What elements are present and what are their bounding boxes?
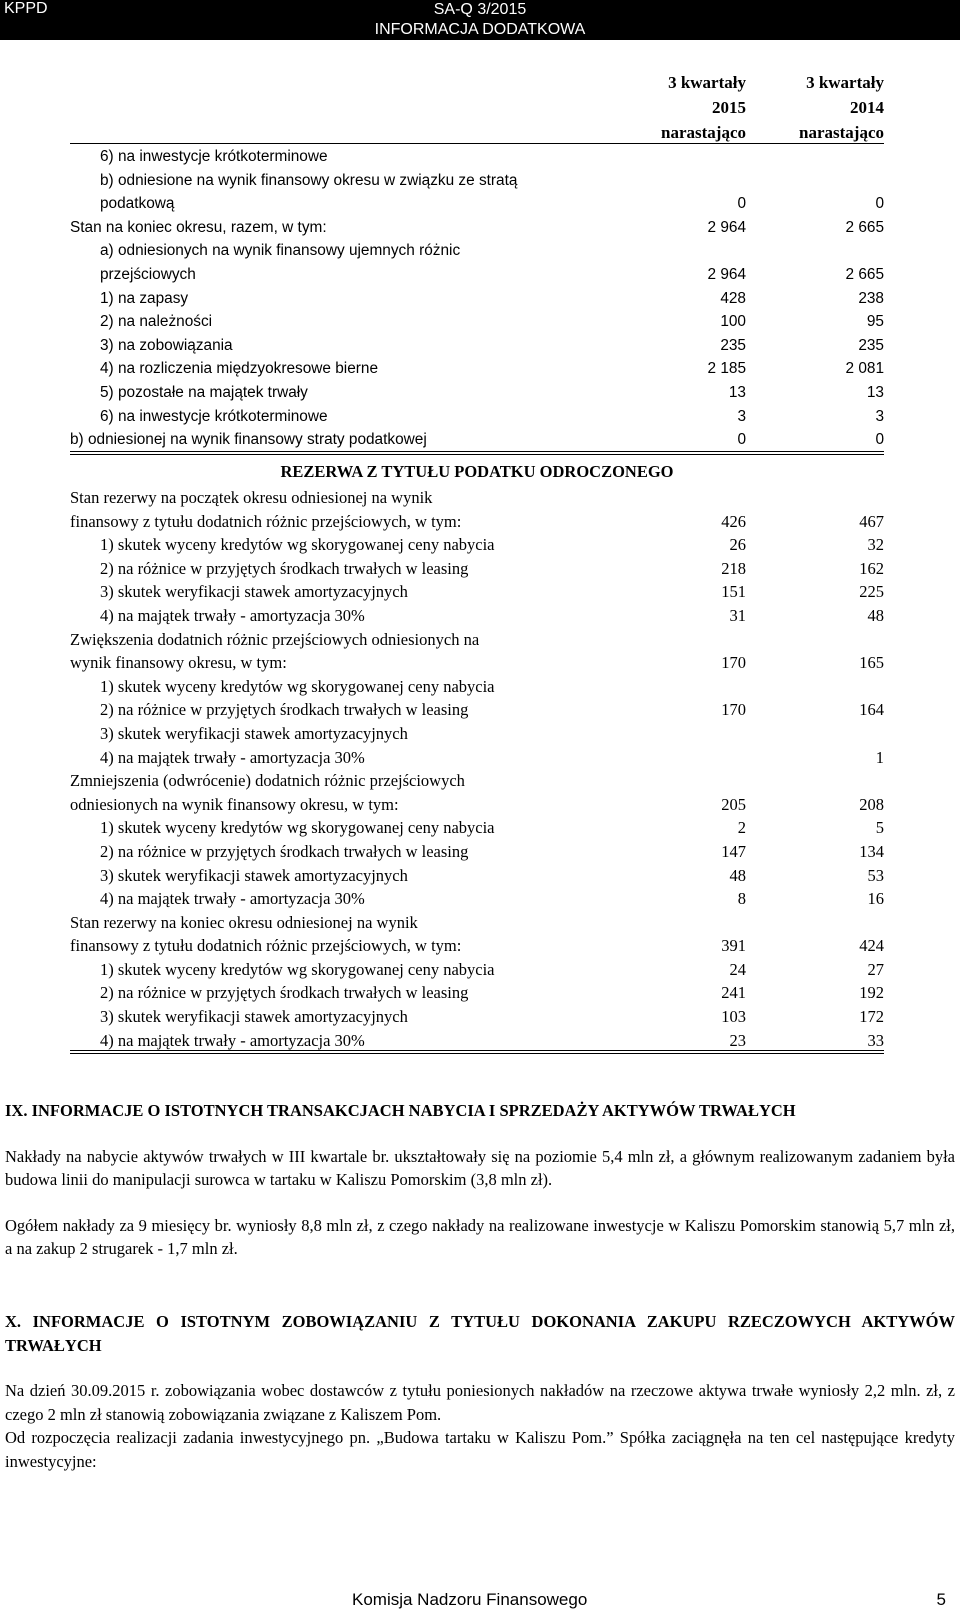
- table-row: [70, 628, 884, 652]
- table-row: [70, 310, 884, 334]
- section-10: [5, 1310, 955, 1474]
- table-row: [70, 580, 884, 604]
- table-row: [70, 793, 884, 817]
- value-2015: 426: [721, 511, 746, 531]
- value-2015: 151: [721, 582, 746, 602]
- value-2014: 2 665: [845, 265, 884, 283]
- column-2014: [754, 70, 884, 145]
- value-2014: 0: [875, 195, 884, 213]
- value-2015: 8: [737, 889, 746, 909]
- table-row: [70, 1029, 884, 1053]
- value-2014: 27: [867, 959, 884, 979]
- table-row: [70, 357, 884, 381]
- value-2014: 238: [858, 289, 884, 307]
- value-2014: 5: [875, 818, 884, 838]
- table-row: [70, 239, 884, 263]
- table-row: [70, 216, 884, 240]
- row-label: Stan rezerwy na koniec okresu odniesionej na wynik: [70, 912, 418, 932]
- value-2015: 2 964: [707, 218, 746, 236]
- value-2015: 23: [729, 1030, 746, 1050]
- section-10-heading: X. INFORMACJE O ISTOTNYM ZOBOWIĄZANIU Z TYTUŁU DOKONANIA ZAKUPU RZECZOWYCH AKTYWÓW TRWAŁYCH: [5, 1312, 955, 1355]
- value-2015: 218: [721, 558, 746, 578]
- table-row: [70, 816, 884, 840]
- row-label: 4) na majątek trwały - amortyzacja 30%: [100, 747, 365, 767]
- row-label: 3) skutek weryfikacji stawek amortyzacyjnych: [100, 723, 408, 743]
- value-2014: 0: [875, 431, 884, 449]
- row-label: 2) na różnice w przyjętych środkach trwałych w leasing: [100, 841, 469, 861]
- table-row: [70, 405, 884, 429]
- value-2014: 235: [858, 336, 884, 354]
- value-2014: 16: [867, 889, 884, 909]
- table-row: [70, 510, 884, 534]
- value-2014: 2 081: [845, 360, 884, 378]
- row-label: finansowy z tytułu dodatnich różnic przejściowych, w tym:: [70, 511, 462, 531]
- company-code: KPPD: [4, 0, 48, 17]
- value-2015: 48: [729, 865, 746, 885]
- row-label: 3) skutek weryfikacji stawek amortyzacyjnych: [100, 582, 408, 602]
- value-2015: 24: [729, 959, 746, 979]
- row-label: Stan na koniec okresu, razem, w tym:: [70, 218, 327, 236]
- row-label: 4) na majątek trwały - amortyzacja 30%: [100, 889, 365, 909]
- table-row: [70, 604, 884, 628]
- value-2014: 467: [859, 511, 884, 531]
- row-label: 2) na należności: [100, 313, 213, 331]
- table-row: [70, 557, 884, 581]
- row-label: 1) skutek wyceny kredytów wg skorygowanej ceny nabycia: [100, 818, 495, 838]
- table-row: [70, 1005, 884, 1029]
- table-row: [70, 722, 884, 746]
- section-9-heading: IX. INFORMACJE O ISTOTNYCH TRANSAKCJACH NABYCIA I SPRZEDAŻY AKTYWÓW TRWAŁYCH: [5, 1101, 796, 1120]
- value-2015: 391: [721, 936, 746, 956]
- page-header: [0, 0, 960, 40]
- value-2015: 235: [720, 336, 746, 354]
- section-10-paragraph-2: Od rozpoczęcia realizacji zadania inwestycyjnego pn. „Budowa tartaku w Kaliszu Pom.” Spółka zaciągnęła na ten cel następujące kredyty inwestycyjne:: [5, 1428, 955, 1471]
- section-9: [5, 1099, 955, 1261]
- row-label: b) odniesionej na wynik finansowy straty podatkowej: [70, 431, 427, 449]
- value-2014: 172: [859, 1007, 884, 1027]
- row-label: 2) na różnice w przyjętych środkach trwałych w leasing: [100, 700, 469, 720]
- col1-line2: 2015: [712, 98, 746, 117]
- value-2014: 165: [859, 653, 884, 673]
- header-rule: [70, 143, 884, 144]
- page-number: 5: [936, 1590, 946, 1609]
- report-id: SA-Q 3/2015: [433, 1, 527, 18]
- row-label: Stan rezerwy na początek okresu odniesionej na wynik: [70, 488, 433, 507]
- row-label: 2) na różnice w przyjętych środkach trwałych w leasing: [100, 558, 469, 578]
- table-row: [70, 675, 884, 699]
- table-row: [70, 145, 884, 169]
- table-row: [70, 334, 884, 358]
- col1-line3: narastająco: [661, 123, 746, 142]
- row-label: 1) skutek wyceny kredytów wg skorygowanej ceny nabycia: [100, 959, 495, 979]
- value-2014: 164: [859, 700, 884, 720]
- value-2014: 162: [859, 558, 884, 578]
- value-2015: 100: [720, 313, 746, 331]
- section-title: INFORMACJA DODATKOWA: [374, 21, 586, 38]
- table-row: [70, 911, 884, 935]
- value-2014: 2 665: [845, 218, 884, 236]
- row-label: 1) skutek wyceny kredytów wg skorygowanej ceny nabycia: [100, 676, 495, 696]
- value-2015: 2: [737, 818, 746, 838]
- value-2014: 33: [867, 1030, 884, 1050]
- row-label: 3) skutek weryfikacji stawek amortyzacyjnych: [100, 1007, 408, 1027]
- row-label: podatkową: [100, 195, 175, 213]
- table-row: [70, 981, 884, 1005]
- col2-line3: narastająco: [799, 123, 884, 142]
- row-label: 6) na inwestycje krótkoterminowe: [100, 407, 328, 425]
- table-row: [70, 887, 884, 911]
- value-2014: 134: [859, 841, 884, 861]
- page-footer: [0, 1573, 960, 1613]
- row-label: finansowy z tytułu dodatnich różnic przejściowych, w tym:: [70, 936, 462, 956]
- value-2015: 31: [729, 605, 746, 625]
- row-label: a) odniesionych na wynik finansowy ujemnych różnic: [100, 242, 461, 260]
- value-2015: 2 185: [707, 360, 746, 378]
- value-2014: 95: [866, 313, 884, 331]
- value-2015: 170: [721, 653, 746, 673]
- table-row: [70, 840, 884, 864]
- table-row: [70, 428, 884, 452]
- row-label: 6) na inwestycje krótkoterminowe: [100, 148, 328, 165]
- col2-line2: 2014: [850, 98, 884, 117]
- table-row: [70, 533, 884, 557]
- reserve-table: [70, 486, 884, 1052]
- value-2015: 13: [728, 383, 746, 401]
- row-label: 3) skutek weryfikacji stawek amortyzacyjnych: [100, 865, 408, 885]
- table-row: [70, 381, 884, 405]
- row-label: 3) na zobowiązania: [100, 336, 233, 354]
- row-label: 4) na majątek trwały - amortyzacja 30%: [100, 605, 365, 625]
- value-2014: 424: [859, 936, 884, 956]
- row-label: Zmniejszenia (odwrócenie) dodatnich różnic przejściowych: [70, 771, 465, 791]
- table-row: [70, 486, 884, 510]
- header-center: [0, 0, 960, 40]
- row-label: 2) na różnice w przyjętych środkach trwałych w leasing: [100, 983, 469, 1003]
- row-label: 4) na majątek trwały - amortyzacja 30%: [100, 1030, 365, 1050]
- table-row: [70, 651, 884, 675]
- table-row: [70, 263, 884, 287]
- deferred-tax-asset-table: [70, 145, 884, 452]
- value-2014: 1: [875, 747, 884, 767]
- value-2014: 192: [859, 983, 884, 1003]
- row-label: 1) na zapasy: [100, 289, 189, 307]
- section-9-paragraph-2: Ogółem nakłady za 9 miesięcy br. wyniosły 8,8 mln zł, z czego nakłady na realizowane inwestycje w Kaliszu Pomorskim stanowią 5,7 mln zł, a na zakup 2 strugarek - 1,7 mln zł.: [5, 1215, 955, 1259]
- value-2014: 53: [867, 865, 884, 885]
- row-label: 4) na rozliczenia międzyokresowe bierne: [100, 360, 379, 378]
- row-label: wynik finansowy okresu, w tym:: [70, 653, 287, 673]
- table-row: [70, 192, 884, 216]
- value-2015: 0: [737, 431, 746, 449]
- value-2015: 3: [737, 407, 746, 425]
- table-row: [70, 769, 884, 793]
- value-2015: 147: [721, 841, 746, 861]
- reserve-section: [70, 457, 884, 1052]
- value-2014: 208: [859, 794, 884, 814]
- value-2015: 170: [721, 700, 746, 720]
- table-row: [70, 698, 884, 722]
- value-2015: 2 964: [707, 265, 746, 283]
- column-2015: [616, 70, 746, 145]
- value-2015: 428: [720, 289, 746, 307]
- value-2014: 32: [867, 535, 884, 555]
- value-2015: 103: [721, 1007, 746, 1027]
- table-row: [70, 287, 884, 311]
- table-row: [70, 746, 884, 770]
- row-label: Zwiększenia dodatnich różnic przejściowych odniesionych na: [70, 629, 480, 649]
- reserve-title: REZERWA Z TYTUŁU PODATKU ODROCZONEGO: [280, 462, 674, 481]
- value-2014: 13: [866, 383, 884, 401]
- row-label: b) odniesione na wynik finansowy okresu w związku ze stratą: [100, 171, 518, 189]
- value-2015: 26: [729, 535, 746, 555]
- footer-org: Komisja Nadzoru Finansowego: [352, 1590, 588, 1609]
- value-2015: 241: [721, 983, 746, 1003]
- value-2015: 205: [721, 794, 746, 814]
- row-label: 5) pozostałe na majątek trwały: [100, 383, 308, 401]
- value-2014: 3: [875, 407, 884, 425]
- table-row: [70, 169, 884, 193]
- double-rule-bottom: [70, 1050, 884, 1054]
- value-2014: 48: [867, 605, 884, 625]
- table-row: [70, 934, 884, 958]
- value-2015: 0: [737, 195, 746, 213]
- col2-line1: 3 kwartały: [806, 73, 884, 92]
- value-2014: 225: [859, 582, 884, 602]
- section-10-paragraph-1: Na dzień 30.09.2015 r. zobowiązania wobec dostawców z tytułu poniesionych nakładów na rzeczowe aktywa trwałe wyniosły 2,2 mln. zł, z czego 2 mln zł stanowią zobowiązania związane z Kaliszem Pom.: [5, 1381, 955, 1424]
- col1-line1: 3 kwartały: [668, 73, 746, 92]
- row-label: odniesionych na wynik finansowy okresu, w tym:: [70, 794, 399, 814]
- table-row: [70, 958, 884, 982]
- row-label: przejściowych: [100, 265, 196, 283]
- double-rule-top: [70, 451, 884, 455]
- row-label: 1) skutek wyceny kredytów wg skorygowanej ceny nabycia: [100, 535, 495, 555]
- section-9-paragraph-1: Nakłady na nabycie aktywów trwałych w III kwartale br. ukształtowały się na poziomie 5,4 mln zł, a głównym realizowanym zadaniem była budowa linii do manipulacji surowca w tartaku w Kaliszu Pomorskim (3,8 mln zł).: [5, 1146, 955, 1190]
- table-row: [70, 864, 884, 888]
